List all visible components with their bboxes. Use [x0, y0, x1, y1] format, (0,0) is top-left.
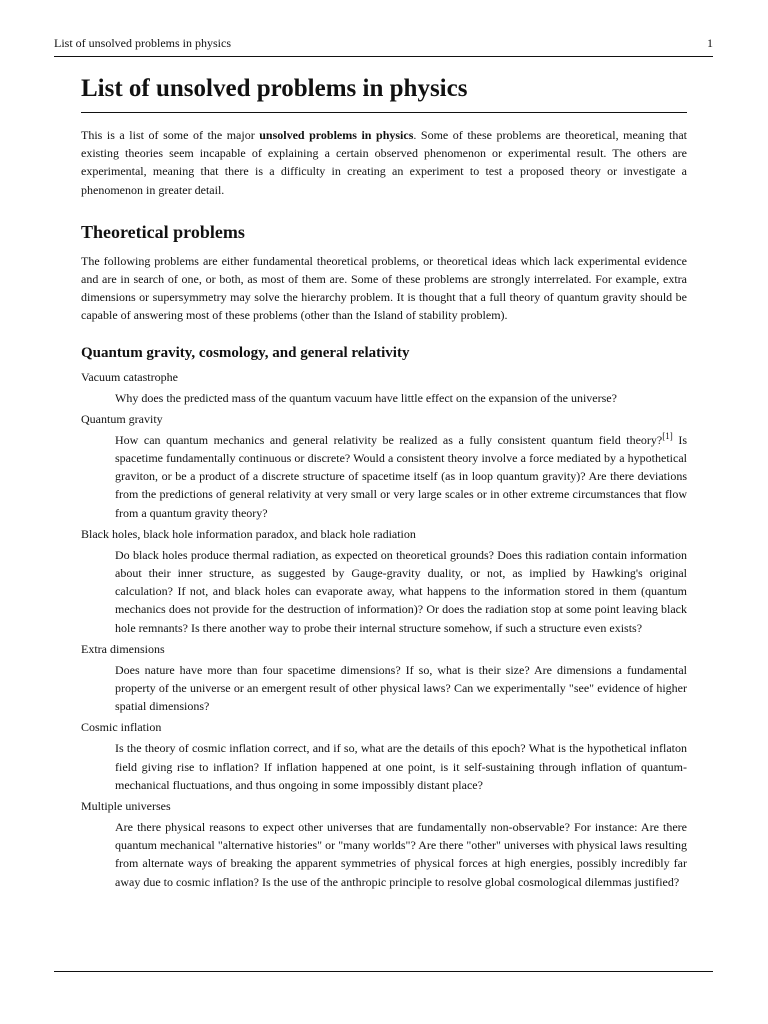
term-multiple-universes: Multiple universes	[81, 799, 171, 814]
desc-quantum-gravity	[115, 431, 687, 522]
term-black-holes: Black holes, black hole information paradox, and black hole radiation	[81, 526, 416, 541]
desc-multiple-universes: Are there physical reasons to expect other universes that are fundamentally non-observable? For instance: Are there quantum mechanical "alternative histories" or "many worlds"? Are there "other" universes with physical laws resulting from alternate ways of breaking the apparent symmetries of physical forces at high energies, possibly incredibly far away due to cosmic inflation? Is the use of the anthropic principle to resolve global cosmological dilemmas justified?	[115, 820, 687, 889]
page-number: 1	[707, 36, 713, 50]
term-vacuum-catastrophe: Vacuum catastrophe	[81, 369, 178, 384]
problem-list	[81, 368, 687, 891]
citation-link[interactable]: [1]	[662, 430, 673, 441]
article-body	[81, 72, 687, 891]
desc-quantum-gravity-start: How can quantum mechanics and general relativity be realized as a fully consistent quantum field theory?	[115, 432, 663, 447]
footer-divider	[54, 971, 713, 972]
section-heading-theoretical: Theoretical problems	[81, 221, 245, 242]
subsection-heading-quantum-gravity: Quantum gravity, cosmology, and general relativity	[81, 344, 410, 361]
page-title: List of unsolved problems in physics	[81, 72, 687, 113]
term-cosmic-inflation: Cosmic inflation	[81, 720, 162, 735]
running-header	[54, 36, 713, 57]
running-title: List of unsolved problems in physics	[54, 36, 231, 50]
term-extra-dimensions: Extra dimensions	[81, 641, 165, 656]
intro-paragraph	[81, 126, 687, 199]
desc-black-holes: Do black holes produce thermal radiation, as expected on theoretical grounds? Does this radiation contain information about their inner structure, as suggested by Gauge-gravity duality, or not, as implied by Hawking's original calculation? If not, and black holes can evaporate away, what happens to the information stored in them (quantum mechanics does not provide for the destruction of information)? Or does the radiation stop at some point leaving black hole remnants? Is there another way to probe their internal structure somehow, if such a structure even exists?	[115, 547, 687, 635]
desc-cosmic-inflation: Is the theory of cosmic inflation correct, and if so, what are the details of this epoch? What is the hypothetical inflaton field giving rise to inflation? If inflation happened at one point, is it self-sustaining through inflation of quantum-mechanical fluctuations, and thus ongoing in some impossibly distant place?	[115, 741, 687, 792]
intro-bold-term: unsolved problems in physics	[259, 128, 414, 142]
term-quantum-gravity: Quantum gravity	[81, 411, 163, 426]
desc-extra-dimensions: Does nature have more than four spacetime dimensions? If so, what is their size? Are dimensions a fundamental property of the universe or an emergent result of other physical laws? Can we experimentally "see" evidence of higher spatial dimensions?	[115, 662, 687, 714]
theoretical-paragraph: The following problems are either fundamental theoretical problems, or theoretical ideas which lack experimental evidence and are in search of one, or both, as most of them are. Some of these problems are strongly interrelated. For example, extra dimensions or supersymmetry may solve the hierarchy problem. It is thought that a full theory of quantum gravity should be capable of answering most of these problems (other than the Island of stability problem).	[81, 253, 687, 323]
desc-quantum-gravity-end: Is spacetime fundamentally continuous or discrete? Would a consistent theory involve a force mediated by a hypothetical graviton, or be a product of a discrete structure of spacetime itself (as in loop quantum gravity)? Are there deviations from the predictions of general relativity at very small or very large scales or in other extreme circumstances that flow from a quantum gravity theory?	[115, 432, 687, 520]
intro-text-end: . Some of these problems are theoretical, meaning that existing theories seem incapable of explaining a certain observed phenomenon or experimental result. The others are experimental, meaning that there is a difficulty in creating an experiment to test a proposed theory or investigate a phenomenon in greater detail.	[81, 128, 687, 197]
intro-text-start: This is a list of some of the major	[81, 128, 260, 142]
desc-vacuum-catastrophe: Why does the predicted mass of the quantum vacuum have little effect on the expansion of the universe?	[115, 390, 617, 405]
